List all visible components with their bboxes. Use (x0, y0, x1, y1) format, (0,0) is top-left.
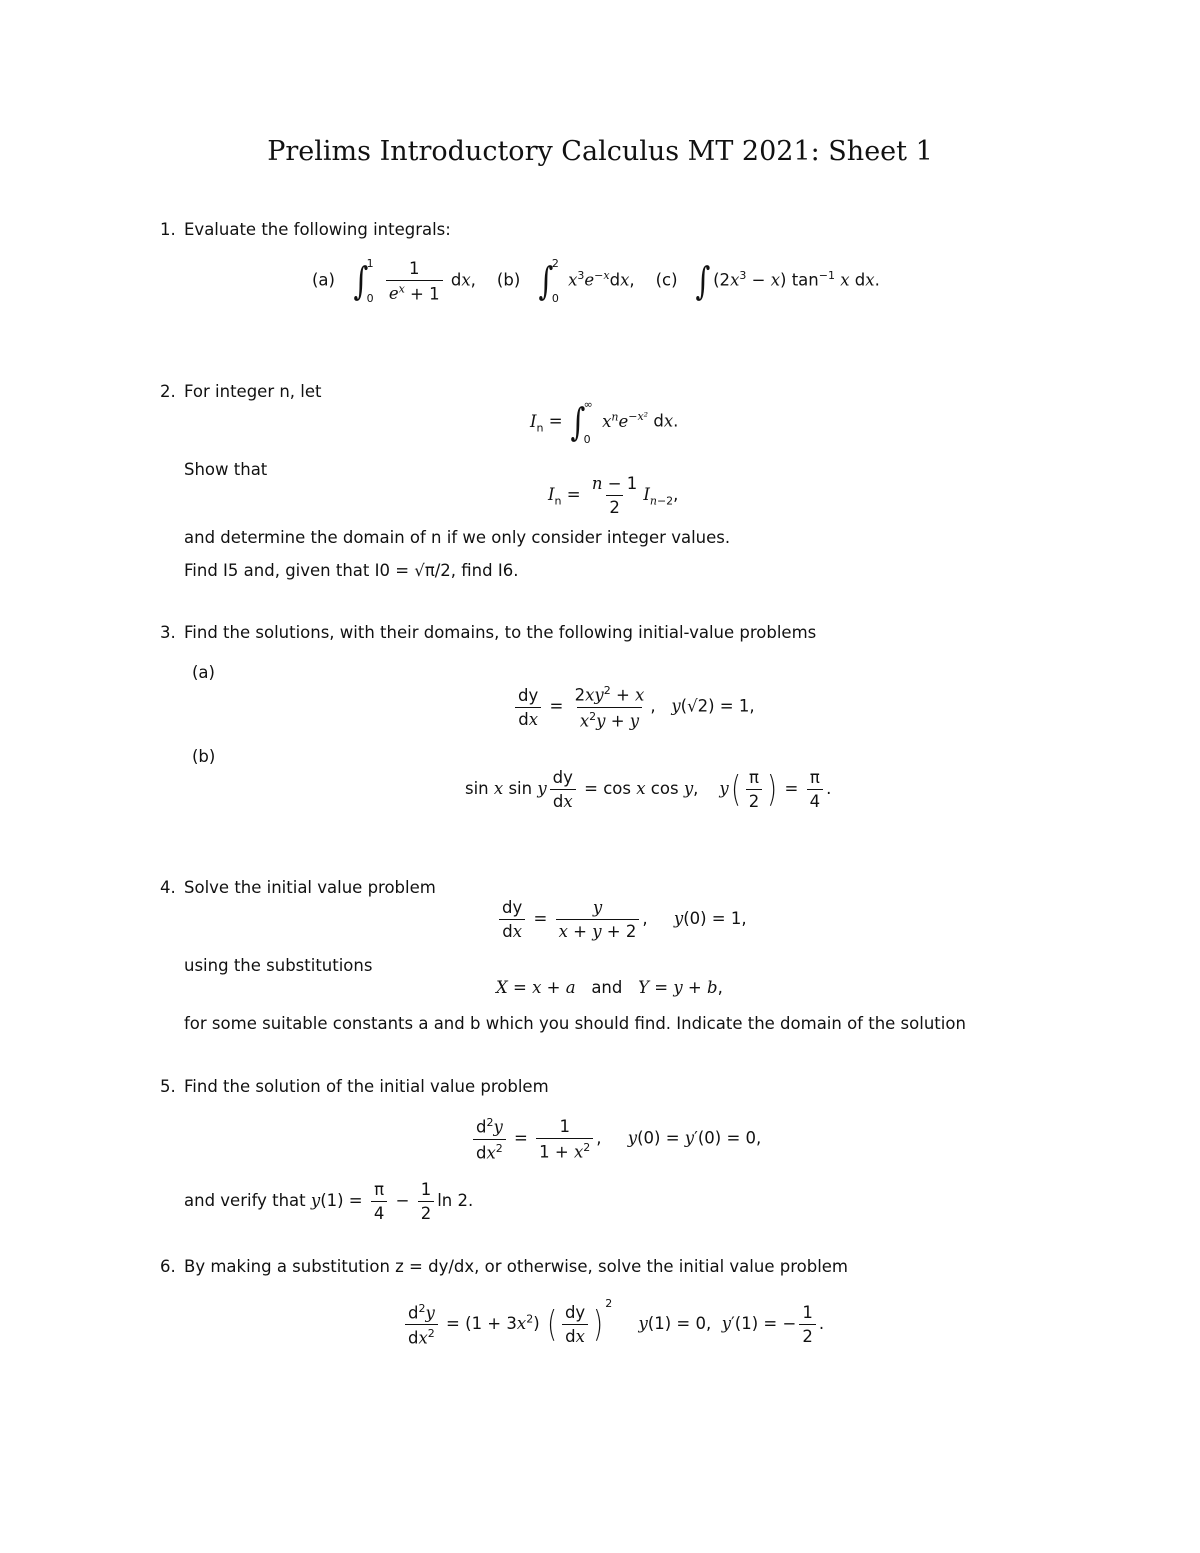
q2-domain-text: and determine the domain of n if we only consider integer values. (184, 528, 731, 547)
q4-for-text: for some suitable constants a and b which you should find. Indicate the domain of the solution (184, 1014, 966, 1033)
q5-equation: $\frac{d^2y}{dx^2}$ = $\frac{1}{1 + x^2}$ , y(0) = y′(0) = 0, (470, 1116, 761, 1162)
q4-equation: $\frac{dy}{dx}$ = $\frac{y}{x + y + 2}$ , y(0) = 1, (496, 898, 747, 941)
q3-text: Find the solutions, with their domains, to the following initial-value problems (184, 623, 817, 642)
q2-number: 2. (160, 382, 176, 401)
q3-label-b: (b) (192, 747, 216, 766)
q1-label-b: (b) (496, 270, 521, 290)
q1-text: Evaluate the following integrals: (184, 220, 451, 239)
q4-substitutions: X = x + a and Y = y + b, (496, 978, 723, 997)
q2-recurrence: $I_n$ = $\frac{n - 1}{2}$ $I_{n-2}$, (548, 474, 679, 517)
q1-label-c: (c) (655, 270, 678, 290)
q6-number: 6. (160, 1257, 176, 1276)
q3-label-a: (a) (192, 663, 215, 682)
q3-number: 3. (160, 623, 176, 642)
q4-text: Solve the initial value problem (184, 878, 436, 897)
q5-verify: and verify that y(1) = $\frac{\pi}{4}$ − $\frac{1}{2}$ ln 2. (184, 1180, 474, 1223)
q2-text: For integer n, let (184, 382, 322, 401)
q5-number: 5. (160, 1077, 176, 1096)
q4-using: using the substitutions (184, 956, 373, 975)
q2-find-text: Find I5 and, given that I0 = √π/2, find I6. (184, 561, 519, 580)
q4-and: and (591, 978, 623, 997)
q6-equation: $\frac{d^2y}{dx^2}$ = $(1 + 3x^2)$ ( $\frac{dy}{dx}$ ) $^2$ y(1) = 0, y′(1) = − $\frac{1}{2}$ . (402, 1297, 824, 1348)
page-title: Prelims Introductory Calculus MT 2021: Sheet 1 (267, 136, 933, 167)
q1-label-a: (a) (312, 270, 335, 290)
q4-number: 4. (160, 878, 176, 897)
q2-show: Show that (184, 460, 268, 479)
q6-text: By making a substitution z = dy/dx, or otherwise, solve the initial value problem (184, 1257, 849, 1276)
q3a-equation: $\frac{dy}{dx}$ = $\frac{2xy^2 + x}{x^2y + y}$ , y(√2) = 1, (512, 684, 755, 730)
q3b-equation: sin x sin y $\frac{dy}{dx}$ = cos x cos y, y( $\frac{\pi}{2}$ ) = $\frac{\pi}{4}$ . (465, 768, 832, 811)
q1-integrals: (a) ∫ 1 0 $\frac{1}{e^x + 1}$ dx, (b) ∫ 2 0 $x^3e^{-x}dx$, (c) ∫ $(2x^3 - x)$ $\tan^{-1} x$ dx. (312, 257, 880, 305)
q2-definition: $I_n$ = ∫ ∞ 0 $x^ne^{-x^2}$ dx. (530, 398, 679, 446)
q1-number: 1. (160, 220, 176, 239)
q5-verify-text: and verify that (184, 1191, 306, 1210)
q5-text: Find the solution of the initial value problem (184, 1077, 549, 1096)
